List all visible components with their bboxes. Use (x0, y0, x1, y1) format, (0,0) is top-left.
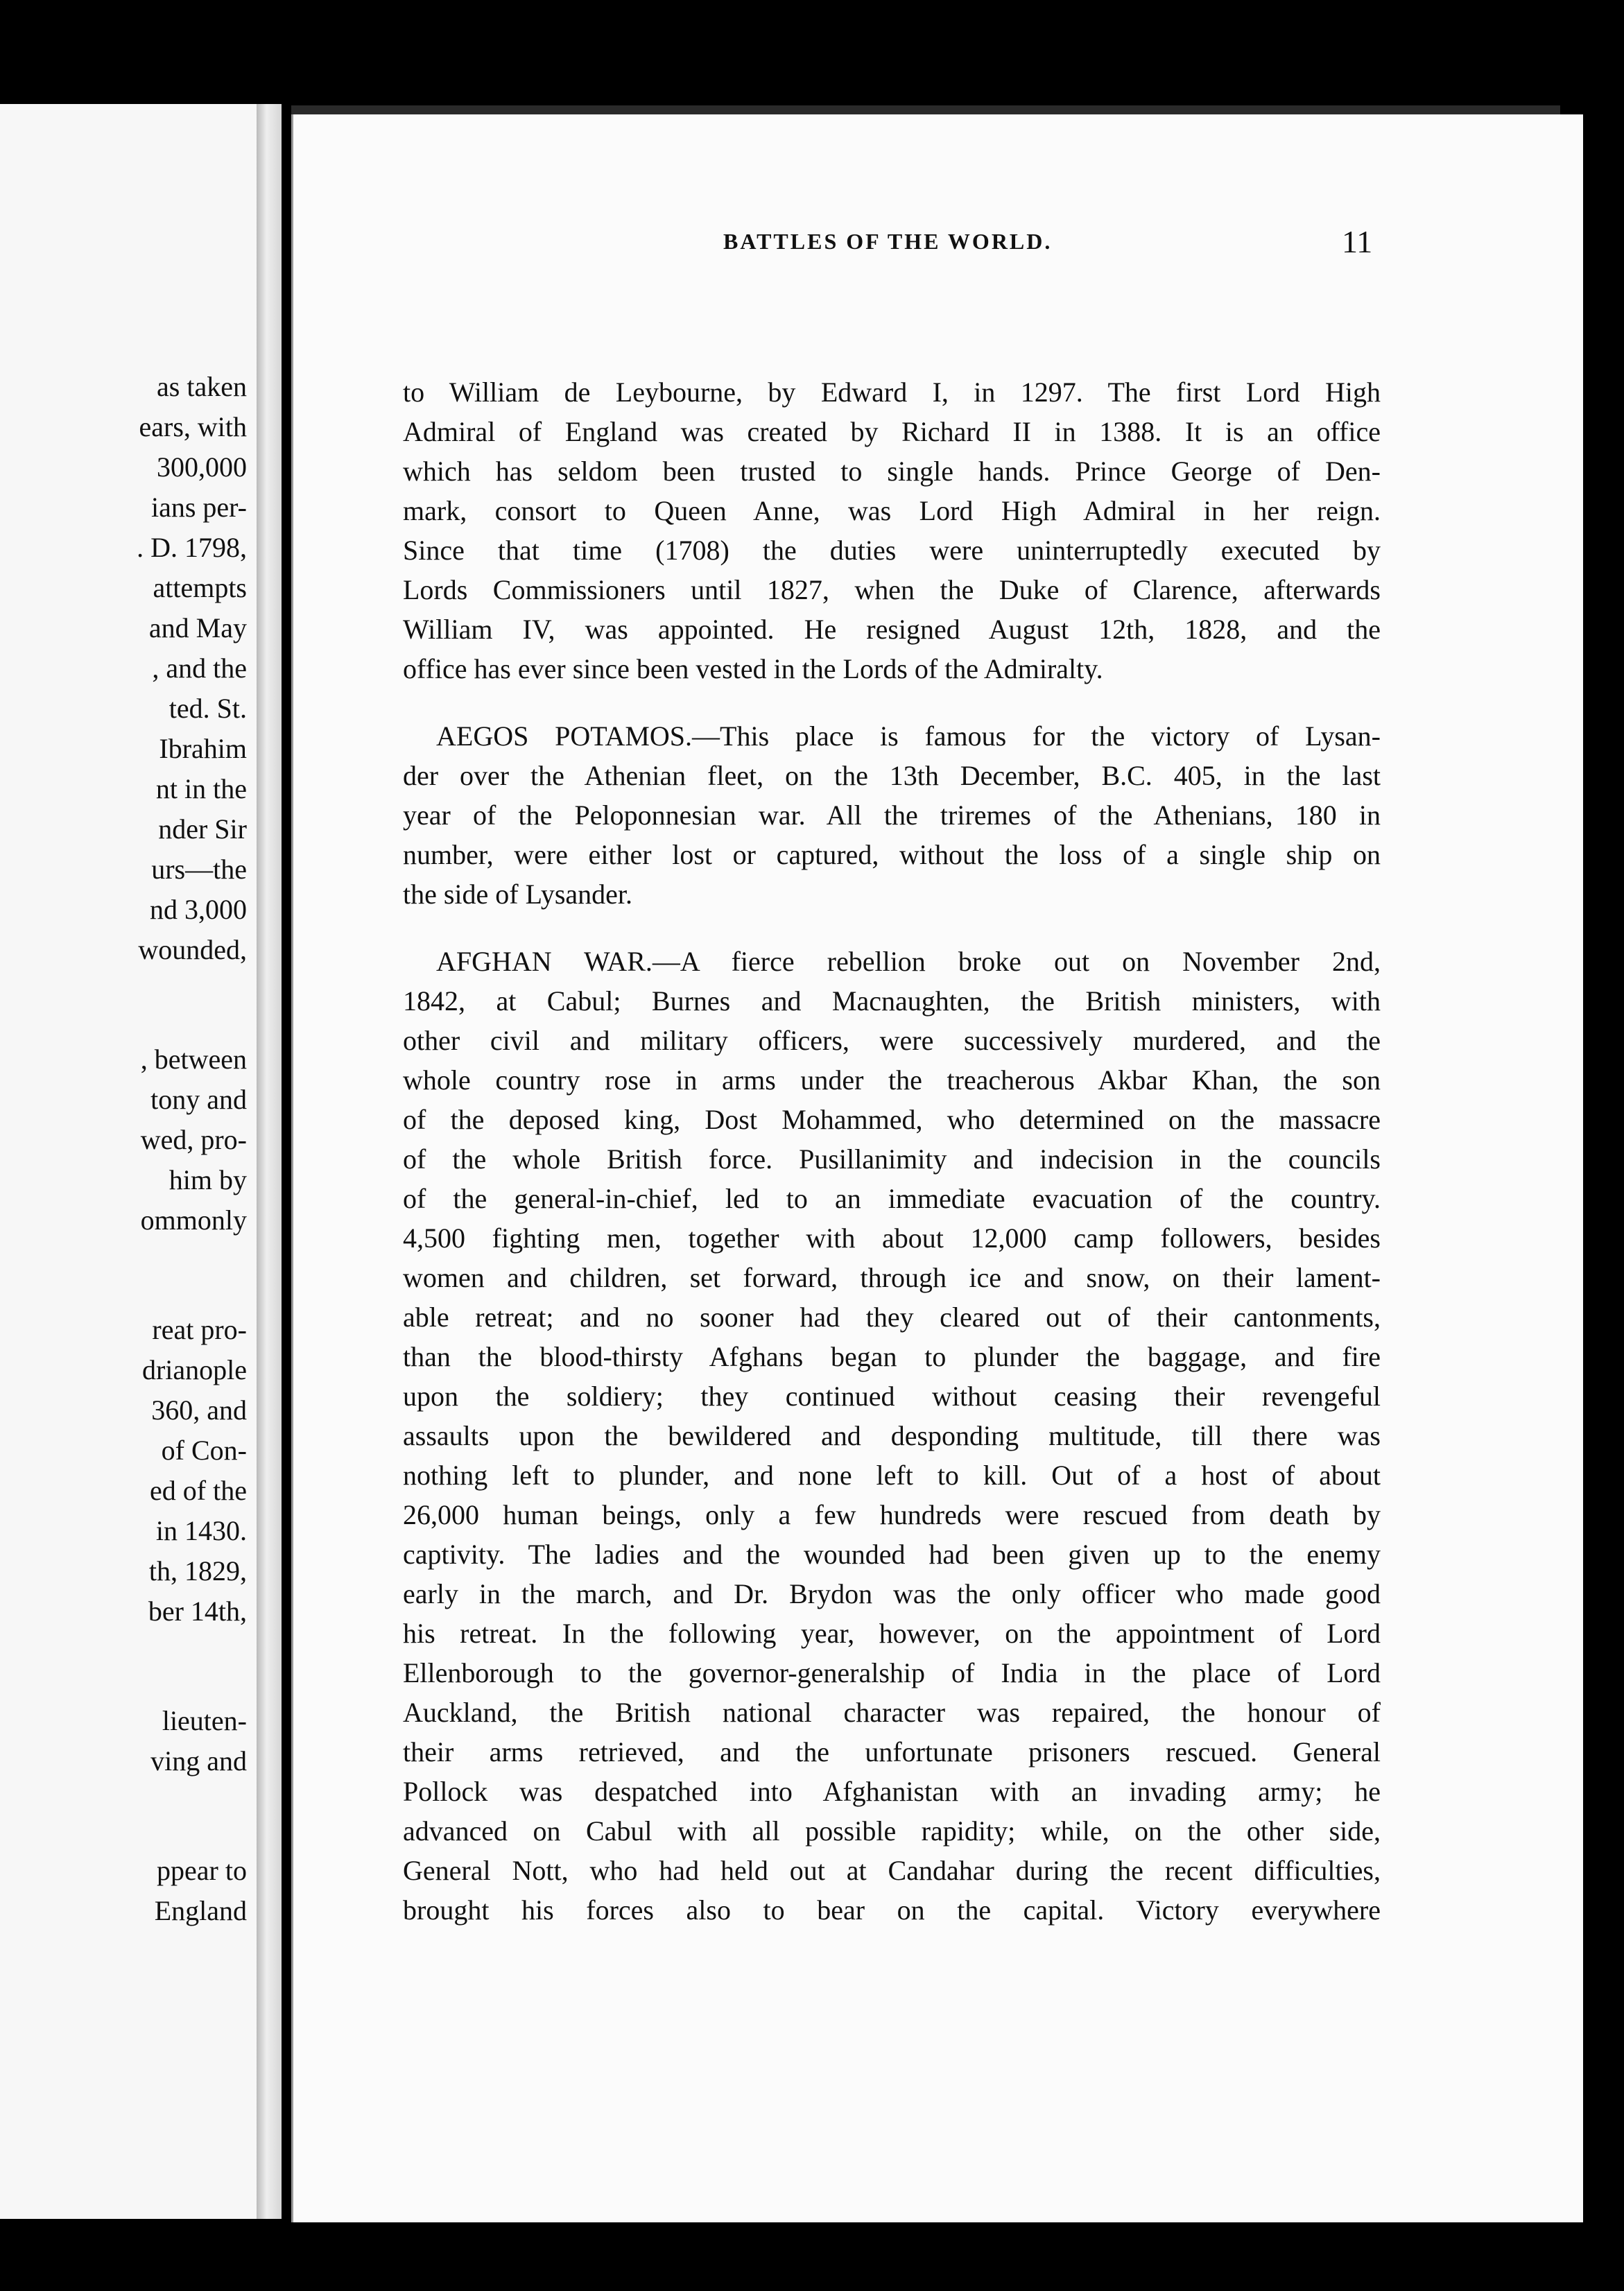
text-line: captivity. The ladies and the wounded had been given up to the enemy (403, 1539, 1381, 1570)
text-line: year of the Peloponnesian war. All the triremes of the Athenians, 180 in (403, 799, 1381, 831)
text-line: of the whole British force. Pusillanimity and indecision in the councils (403, 1143, 1381, 1175)
text-line: der over the Athenian fleet, on the 13th December, B.C. 405, in the last (403, 760, 1381, 791)
text-line: his retreat. In the following year, however, on the appointment of Lord (403, 1618, 1381, 1649)
text-line: 26,000 human beings, only a few hundreds were rescued from death by (403, 1499, 1381, 1530)
text-line: brought his forces also to bear on the capital. Victory everywhere (403, 1894, 1381, 1926)
left-page-line: him by (169, 1164, 247, 1195)
left-page-line: th, 1829, (148, 1555, 247, 1587)
left-page-line: drianople (141, 1354, 247, 1385)
text-line: mark, consort to Queen Anne, was Lord High Admiral in her reign. (403, 495, 1381, 526)
left-page-line: nder Sir (158, 813, 247, 845)
left-page-line: 360, and (151, 1394, 247, 1426)
text-line: women and children, set forward, through ice and snow, on their lament- (403, 1262, 1381, 1293)
text-line: General Nott, who had held out at Candahar during the recent difficulties, (403, 1855, 1381, 1886)
left-page-line: , between (140, 1044, 247, 1075)
text-line: Pollock was despatched into Afghanistan with an invading army; he (403, 1776, 1381, 1807)
text-line: assaults upon the bewildered and desponding multitude, till there was (403, 1420, 1381, 1451)
text-line: AEGOS POTAMOS.—This place is famous for the victory of Lysan- (436, 720, 1381, 752)
left-page-line: and May (148, 612, 247, 643)
left-page-line: 300,000 (157, 451, 247, 483)
left-page-line: England (154, 1895, 247, 1926)
paragraph (403, 716, 1381, 914)
text-line: Ellenborough to the governor-generalship of India in the place of Lord (403, 1657, 1381, 1688)
right-page (291, 114, 1583, 2222)
text-line: other civil and military officers, were successively murdered, and the (403, 1025, 1381, 1056)
left-page-line: ed of the (150, 1475, 247, 1506)
text-line: whole country rose in arms under the treacherous Akbar Khan, the son (403, 1064, 1381, 1096)
text-line: early in the march, and Dr. Brydon was the only officer who made good (403, 1578, 1381, 1609)
paragraph (403, 942, 1381, 1930)
text-line: Admiral of England was created by Richard II in 1388. It is an office (403, 416, 1381, 447)
page-number: 11 (1342, 224, 1373, 259)
text-line: 1842, at Cabul; Burnes and Macnaughten, the British ministers, with (403, 985, 1381, 1017)
left-page-line: ommonly (140, 1204, 247, 1236)
left-page-fragment (0, 104, 259, 2219)
text-line: able retreat; and no sooner had they cleared out of their cantonments, (403, 1302, 1381, 1333)
text-line: upon the soldiery; they continued without ceasing their revengeful (403, 1381, 1381, 1412)
book-gutter (257, 104, 282, 2219)
left-page-line: lieuten- (162, 1705, 247, 1736)
left-page-line: nd 3,000 (150, 894, 247, 925)
text-line: of the general-in-chief, led to an immediate evacuation of the country. (403, 1183, 1381, 1214)
left-page-line: wed, pro- (140, 1124, 247, 1155)
text-line: AFGHAN WAR.—A fierce rebellion broke out on November 2nd, (436, 946, 1381, 977)
left-page-line: tony and (150, 1084, 247, 1115)
left-page-line: ians per- (150, 492, 247, 523)
left-page-line: ber 14th, (148, 1596, 247, 1627)
left-page-line: nt in the (155, 773, 247, 804)
left-page-line: Ibrahim (159, 733, 247, 764)
paragraph (403, 372, 1381, 689)
left-page-line: of Con- (161, 1435, 247, 1466)
body-text (403, 372, 1381, 1957)
text-line: Since that time (1708) the duties were uninterruptedly executed by (403, 535, 1381, 566)
left-page-line: ears, with (139, 411, 247, 442)
left-page-line: ving and (150, 1745, 247, 1776)
text-line: nothing left to plunder, and none left to kill. Out of a host of about (403, 1460, 1381, 1491)
left-page-line: attempts (153, 572, 247, 603)
text-line: number, were either lost or captured, without the loss of a single ship on (403, 839, 1381, 870)
left-page-line: ppear to (157, 1855, 247, 1886)
left-page-line: . D. 1798, (137, 532, 247, 563)
text-line: which has seldom been trusted to single hands. Prince George of Den- (403, 456, 1381, 487)
left-page-line: wounded, (138, 934, 247, 965)
text-line: their arms retrieved, and the unfortunate prisoners rescued. General (403, 1736, 1381, 1767)
text-line: 4,500 fighting men, together with about 12,000 camp followers, besides (403, 1222, 1381, 1254)
left-page-line: as taken (157, 371, 247, 402)
text-line: of the deposed king, Dost Mohammed, who determined on the massacre (403, 1104, 1381, 1135)
left-page-line: , and the (152, 652, 247, 684)
text-line: Auckland, the British national character was repaired, the honour of (403, 1697, 1381, 1728)
text-line: advanced on Cabul with all possible rapidity; while, on the other side, (403, 1815, 1381, 1847)
text-line: Lords Commissioners until 1827, when the Duke of Clarence, afterwards (403, 574, 1381, 605)
text-line: to William de Leybourne, by Edward I, in 1297. The first Lord High (403, 377, 1381, 408)
left-page-line: ted. St. (169, 693, 247, 724)
running-title: BATTLES OF THE WORLD. (723, 229, 1053, 254)
text-line: William IV, was appointed. He resigned August 12th, 1828, and the (403, 614, 1381, 645)
text-line: office has ever since been vested in the Lords of the Admiralty. (403, 653, 1103, 684)
text-line: than the blood-thirsty Afghans began to plunder the baggage, and fire (403, 1341, 1381, 1372)
left-page-line: in 1430. (155, 1515, 247, 1546)
left-page-line: reat pro- (152, 1314, 247, 1345)
text-line: the side of Lysander. (403, 879, 633, 910)
left-page-line: urs—the (151, 854, 247, 885)
